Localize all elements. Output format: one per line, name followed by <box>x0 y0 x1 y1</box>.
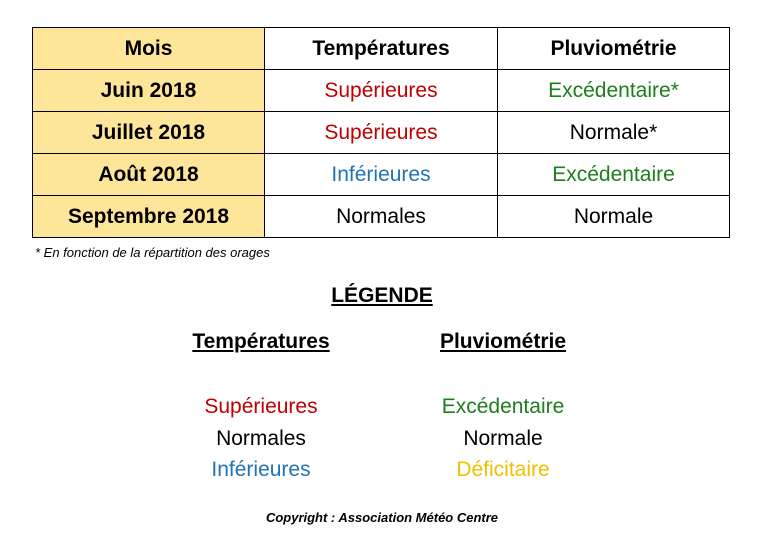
row-temperatures: Normales <box>265 196 498 238</box>
legend-title: LÉGENDE <box>331 284 433 307</box>
row-rainfall: Excédentaire* <box>498 70 730 112</box>
row-rainfall: Normale* <box>498 112 730 154</box>
legend-item: Supérieures <box>204 395 318 418</box>
legend-item: Inférieures <box>211 458 311 481</box>
copyright: Copyright : Association Météo Centre <box>265 510 499 525</box>
row-rainfall: Normale <box>498 196 730 238</box>
footnote: * En fonction de la répartition des orages <box>35 245 270 260</box>
legend-rainfall-heading: Pluviométrie <box>439 330 567 353</box>
row-rainfall: Excédentaire <box>498 154 730 196</box>
row-temperatures: Inférieures <box>265 154 498 196</box>
table-row <box>33 112 730 154</box>
legend-item: Déficitaire <box>456 458 550 481</box>
legend-item: Normale <box>463 426 543 450</box>
legend-item: Normales <box>216 426 306 450</box>
row-temperatures: Supérieures <box>265 112 498 154</box>
legend-temperatures-heading: Températures <box>192 330 330 353</box>
legend-item: Excédentaire <box>441 395 565 418</box>
row-month: Août 2018 <box>33 154 265 196</box>
legend-temperatures <box>141 329 381 486</box>
table-row <box>33 154 730 196</box>
row-month: Septembre 2018 <box>33 196 265 238</box>
header-month: Mois <box>33 28 265 70</box>
row-temperatures: Supérieures <box>265 70 498 112</box>
row-month: Juin 2018 <box>33 70 265 112</box>
legend-rainfall <box>383 329 623 486</box>
table-row <box>33 70 730 112</box>
header-temperatures: Températures <box>265 28 498 70</box>
table-header-row <box>33 28 730 70</box>
forecast-table <box>32 27 730 238</box>
table-row <box>33 196 730 238</box>
header-rainfall: Pluviométrie <box>498 28 730 70</box>
row-month: Juillet 2018 <box>33 112 265 154</box>
